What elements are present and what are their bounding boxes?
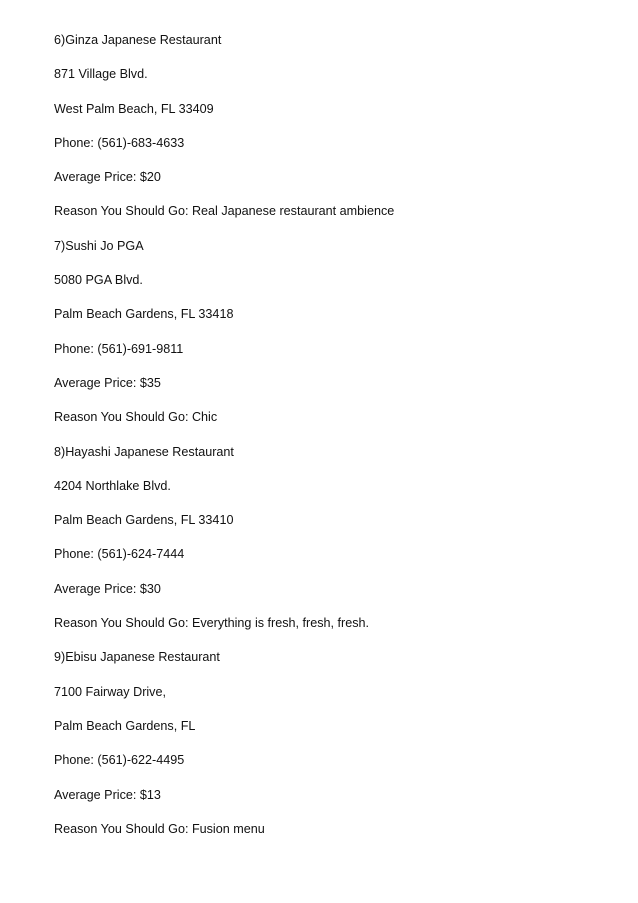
restaurant-heading: 7)Sushi Jo PGA [54, 238, 144, 253]
restaurant-price: Average Price: $30 [54, 581, 161, 596]
restaurant-price: Average Price: $20 [54, 170, 161, 185]
restaurant-street: 871 Village Blvd. [54, 67, 148, 82]
restaurant-reason: Reason You Should Go: Fusion menu [54, 821, 265, 836]
restaurant-phone: Phone: (561)-624-7444 [54, 547, 185, 562]
restaurant-reason: Reason You Should Go: Real Japanese restaurant ambience [54, 204, 395, 219]
restaurant-city: Palm Beach Gardens, FL 33410 [54, 513, 234, 528]
restaurant-street: 7100 Fairway Drive, [54, 684, 166, 699]
restaurant-city: Palm Beach Gardens, FL [54, 718, 196, 733]
restaurant-price: Average Price: $13 [54, 787, 161, 802]
restaurant-list [54, 31, 614, 854]
restaurant-phone: Phone: (561)-622-4495 [54, 753, 185, 768]
restaurant-city: West Palm Beach, FL 33409 [54, 101, 214, 116]
restaurant-price: Average Price: $35 [54, 375, 161, 390]
restaurant-street: 5080 PGA Blvd. [54, 273, 143, 288]
restaurant-heading: 6)Ginza Japanese Restaurant [54, 33, 222, 47]
restaurant-phone: Phone: (561)-691-9811 [54, 341, 184, 356]
restaurant-street: 4204 Northlake Blvd. [54, 478, 171, 493]
restaurant-heading: 8)Hayashi Japanese Restaurant [54, 444, 234, 459]
restaurant-reason: Reason You Should Go: Everything is fresh, fresh, fresh. [54, 616, 370, 631]
restaurant-city: Palm Beach Gardens, FL 33418 [54, 307, 234, 322]
restaurant-heading: 9)Ebisu Japanese Restaurant [54, 650, 220, 665]
restaurant-phone: Phone: (561)-683-4633 [54, 135, 185, 150]
restaurant-reason: Reason You Should Go: Chic [54, 410, 218, 425]
